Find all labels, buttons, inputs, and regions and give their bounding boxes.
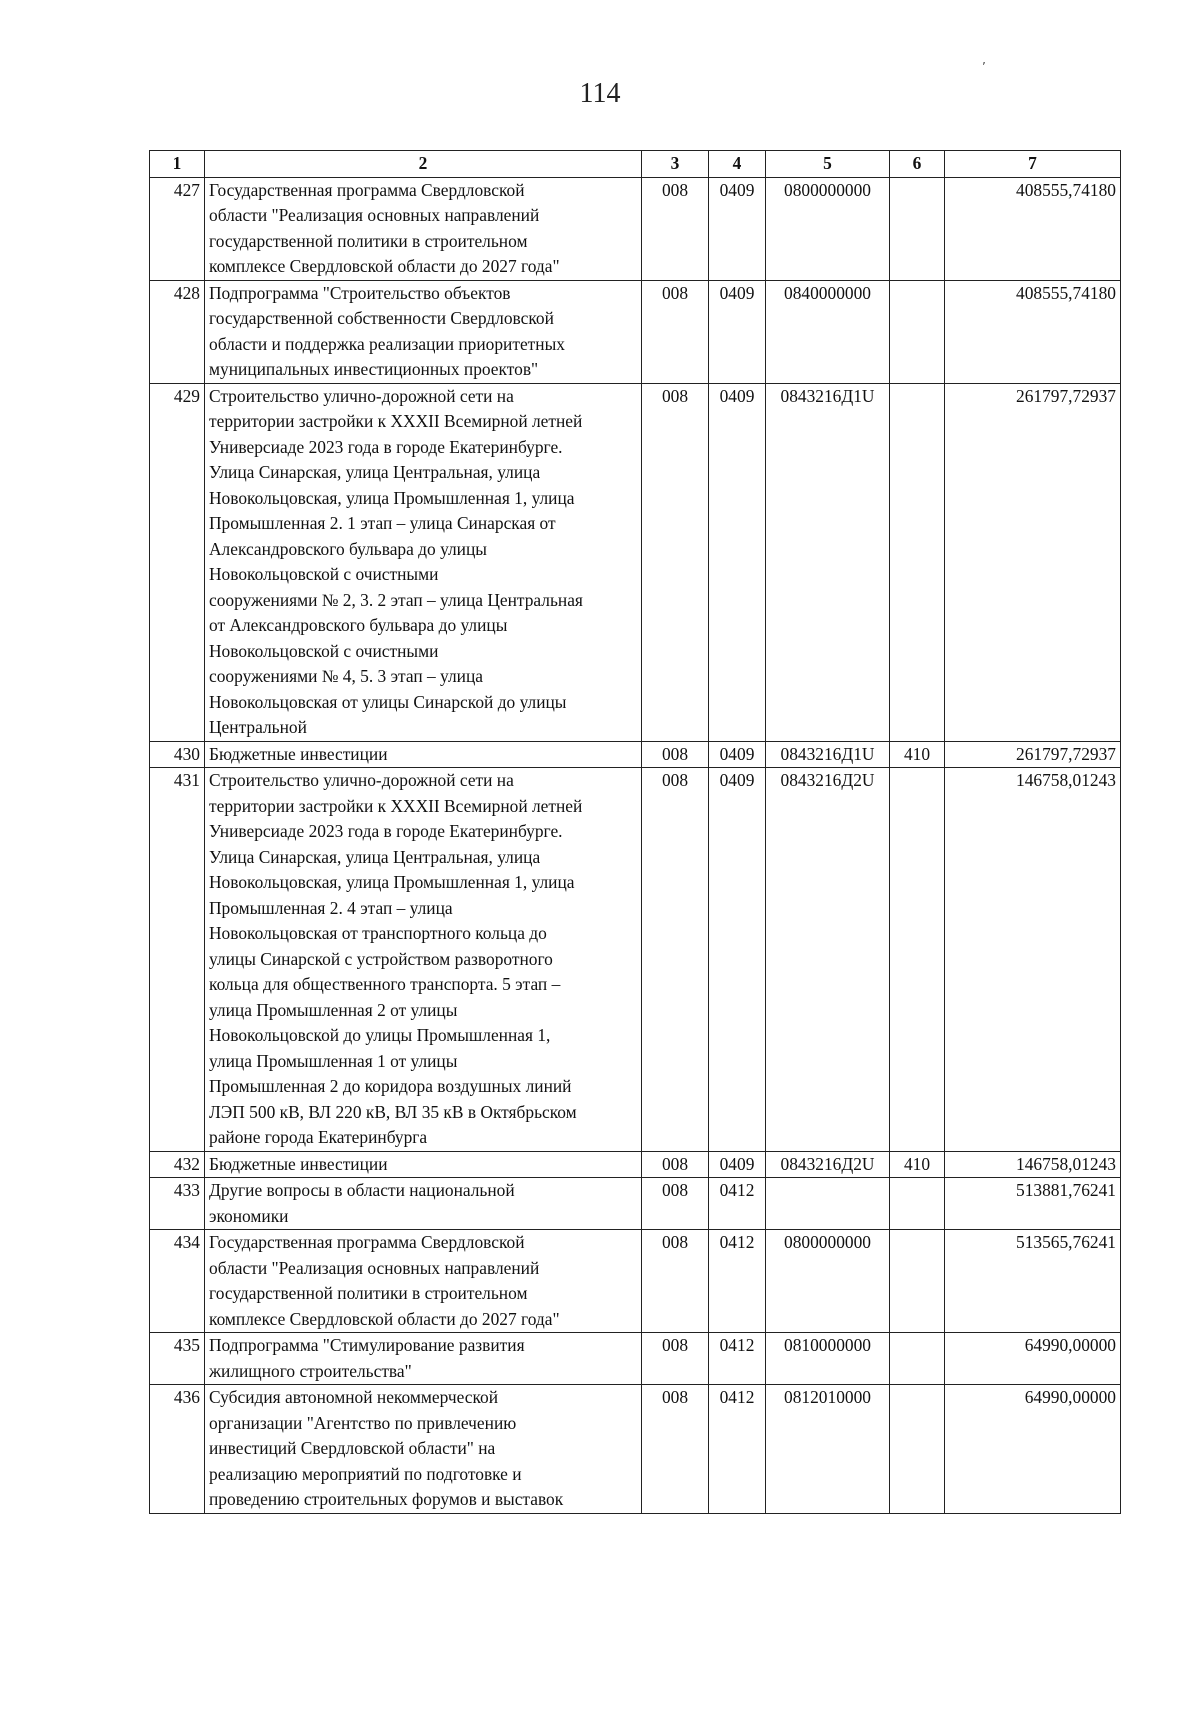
expense-type-code — [890, 280, 945, 383]
item-name: Бюджетные инвестиции — [205, 741, 642, 768]
expense-type-code — [890, 768, 945, 1152]
target-article-code: 0843216Д2U — [766, 1151, 890, 1178]
table-row — [150, 280, 1121, 383]
ministry-code: 008 — [642, 1151, 709, 1178]
expense-type-code: 410 — [890, 1151, 945, 1178]
column-header-1: 1 — [150, 151, 205, 178]
section-code: 0409 — [709, 280, 766, 383]
table-row — [150, 383, 1121, 741]
ministry-code: 008 — [642, 1178, 709, 1230]
ministry-code: 008 — [642, 741, 709, 768]
item-name: Другие вопросы в области национальной экономики — [205, 1178, 642, 1230]
expense-type-code — [890, 1333, 945, 1385]
row-number: 427 — [150, 177, 205, 280]
table-row — [150, 1333, 1121, 1385]
expense-type-code — [890, 383, 945, 741]
amount: 513881,76241 — [945, 1178, 1121, 1230]
target-article-code: 0843216Д1U — [766, 741, 890, 768]
section-code: 0409 — [709, 768, 766, 1152]
target-article-code — [766, 1178, 890, 1230]
ministry-code: 008 — [642, 1385, 709, 1514]
table-row — [150, 741, 1121, 768]
row-number: 428 — [150, 280, 205, 383]
column-header-6: 6 — [890, 151, 945, 178]
row-number: 435 — [150, 1333, 205, 1385]
page-number: 114 — [579, 78, 621, 109]
ministry-code: 008 — [642, 383, 709, 741]
table-row — [150, 1178, 1121, 1230]
row-number: 431 — [150, 768, 205, 1152]
amount: 261797,72937 — [945, 383, 1121, 741]
section-code: 0412 — [709, 1385, 766, 1514]
target-article-code: 0810000000 — [766, 1333, 890, 1385]
row-number: 436 — [150, 1385, 205, 1514]
table-row — [150, 177, 1121, 280]
amount: 513565,76241 — [945, 1230, 1121, 1333]
item-name: Строительство улично-дорожной сети на территории застройки к XXXII Всемирной летней Универсиаде 2023 года в городе Екатеринбурге. Улица Синарская, улица Центральная, улица Новокольцовская, улица Промышленная 1, улица Промышленная 2. 4 этап – улица Новокольцовская от транспортного кольца до улицы Синарской с устройством разворотного кольца для общественного транспорта. 5 этап – улица Промышленная 2 от улицы Новокольцовской до улицы Промышленная 1, улица Промышленная 1 от улицы Промышленная 2 до коридора воздушных линий ЛЭП 500 кВ, ВЛ 220 кВ, ВЛ 35 кВ в Октябрьском районе города Екатеринбурга — [205, 768, 642, 1152]
item-name: Субсидия автономной некоммерческой организации "Агентство по привлечению инвестиций Свердловской области" на реализацию мероприятий по подготовке и проведению строительных форумов и выставок — [205, 1385, 642, 1514]
column-header-2: 2 — [205, 151, 642, 178]
section-code: 0409 — [709, 741, 766, 768]
expense-type-code — [890, 1178, 945, 1230]
section-code: 0412 — [709, 1333, 766, 1385]
ministry-code: 008 — [642, 768, 709, 1152]
column-header-7: 7 — [945, 151, 1121, 178]
target-article-code: 0812010000 — [766, 1385, 890, 1514]
amount: 64990,00000 — [945, 1333, 1121, 1385]
target-article-code: 0843216Д1U — [766, 383, 890, 741]
row-number: 433 — [150, 1178, 205, 1230]
section-code: 0409 — [709, 177, 766, 280]
column-header-5: 5 — [766, 151, 890, 178]
amount: 146758,01243 — [945, 1151, 1121, 1178]
table-body — [150, 177, 1121, 1513]
ministry-code: 008 — [642, 1333, 709, 1385]
expense-type-code — [890, 1230, 945, 1333]
ministry-code: 008 — [642, 177, 709, 280]
item-name: Строительство улично-дорожной сети на территории застройки к XXXII Всемирной летней Универсиаде 2023 года в городе Екатеринбурге. Улица Синарская, улица Центральная, улица Новокольцовская, улица Промышленная 1, улица Промышленная 2. 1 этап – улица Синарская от Александровского бульвара до улицы Новокольцовской с очистными сооружениями № 2, 3. 2 этап – улица Центральная от Александровского бульвара до улицы Новокольцовской с очистными сооружениями № 4, 5. 3 этап – улица Новокольцовская от улицы Синарской до улицы Центральной — [205, 383, 642, 741]
row-number: 432 — [150, 1151, 205, 1178]
target-article-code: 0800000000 — [766, 1230, 890, 1333]
table-row — [150, 1385, 1121, 1514]
row-number: 434 — [150, 1230, 205, 1333]
section-code: 0409 — [709, 1151, 766, 1178]
ministry-code: 008 — [642, 1230, 709, 1333]
section-code: 0412 — [709, 1178, 766, 1230]
amount: 408555,74180 — [945, 280, 1121, 383]
item-name: Государственная программа Свердловской области "Реализация основных направлений государственной политики в строительном комплексе Свердловской области до 2027 года" — [205, 177, 642, 280]
target-article-code: 0800000000 — [766, 177, 890, 280]
table-row — [150, 1230, 1121, 1333]
column-header-4: 4 — [709, 151, 766, 178]
target-article-code: 0840000000 — [766, 280, 890, 383]
amount: 64990,00000 — [945, 1385, 1121, 1514]
table-row — [150, 768, 1121, 1152]
section-code: 0409 — [709, 383, 766, 741]
amount: 261797,72937 — [945, 741, 1121, 768]
amount: 408555,74180 — [945, 177, 1121, 280]
table-row — [150, 1151, 1121, 1178]
item-name: Государственная программа Свердловской области "Реализация основных направлений государственной политики в строительном комплексе Свердловской области до 2027 года" — [205, 1230, 642, 1333]
header-row — [150, 151, 1121, 178]
row-number: 430 — [150, 741, 205, 768]
expense-type-code — [890, 1385, 945, 1514]
item-name: Подпрограмма "Стимулирование развития жилищного строительства" — [205, 1333, 642, 1385]
item-name: Бюджетные инвестиции — [205, 1151, 642, 1178]
target-article-code: 0843216Д2U — [766, 768, 890, 1152]
amount: 146758,01243 — [945, 768, 1121, 1152]
expense-type-code — [890, 177, 945, 280]
section-code: 0412 — [709, 1230, 766, 1333]
budget-table — [149, 150, 1121, 1514]
row-number: 429 — [150, 383, 205, 741]
item-name: Подпрограмма "Строительство объектов государственной собственности Свердловской области и поддержка реализации приоритетных муниципальных инвестиционных проектов" — [205, 280, 642, 383]
ministry-code: 008 — [642, 280, 709, 383]
scan-mark: ’ — [982, 60, 986, 74]
expense-type-code: 410 — [890, 741, 945, 768]
column-header-3: 3 — [642, 151, 709, 178]
